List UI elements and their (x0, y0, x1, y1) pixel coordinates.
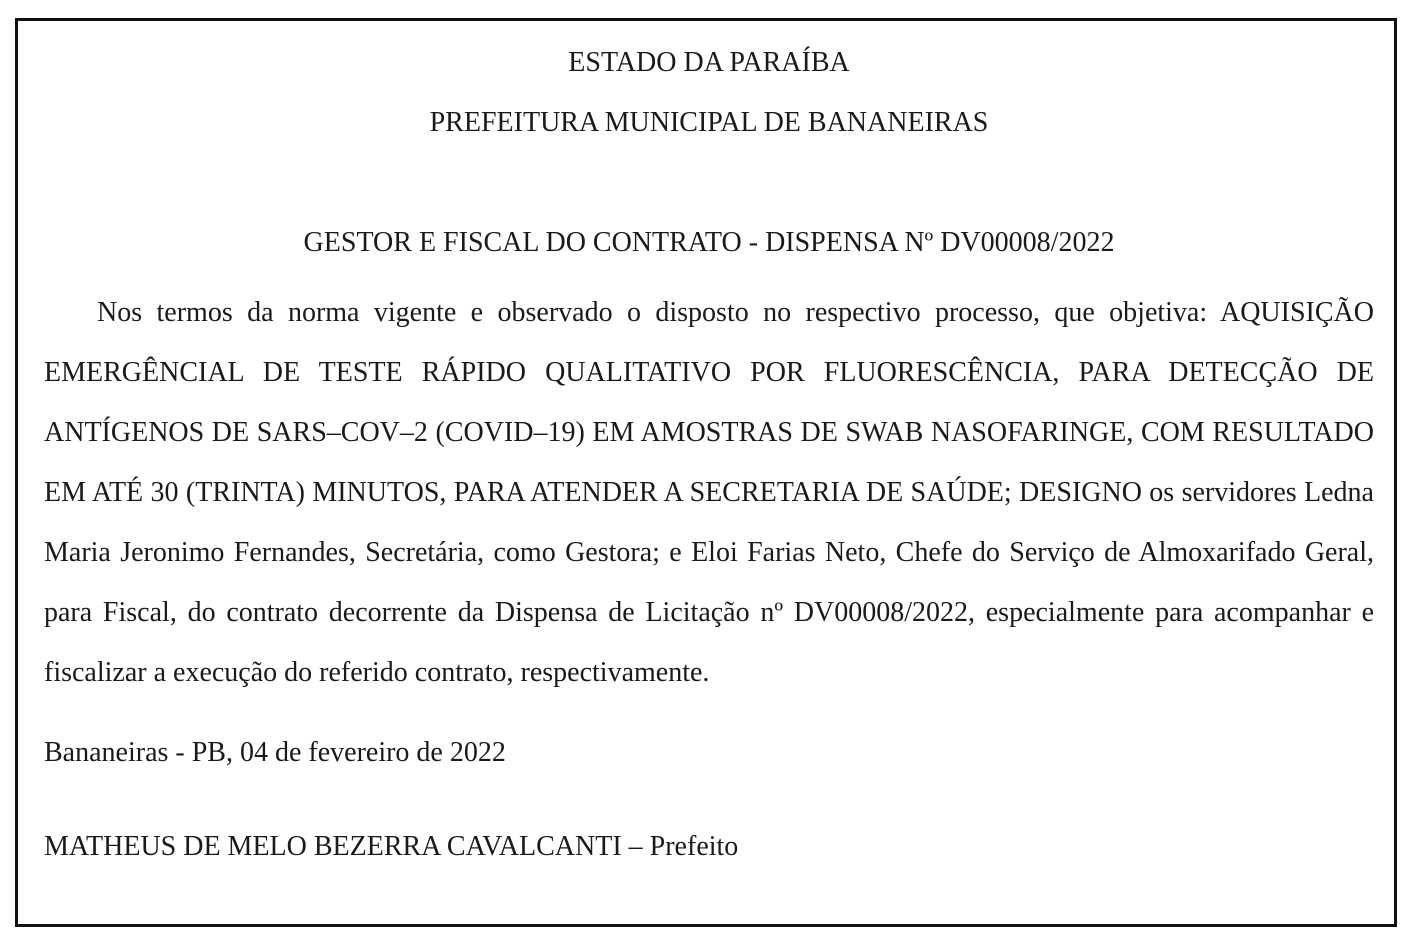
document-title: GESTOR E FISCAL DO CONTRATO - DISPENSA Nº DV00008/2022 (303, 227, 1115, 258)
place-date: Bananeiras - PB, 04 de fevereiro de 2022 (44, 737, 506, 768)
state-heading: ESTADO DA PARAÍBA (568, 47, 850, 78)
municipality-heading: PREFEITURA MUNICIPAL DE BANANEIRAS (429, 107, 989, 138)
signature-line: MATHEUS DE MELO BEZERRA CAVALCANTI – Prefeito (44, 831, 739, 862)
document-body: Nos termos da norma vigente e observado o disposto no respectivo processo, que objetiva: AQUISIÇÃO EMERGÊNCIAL DE TESTE RÁPIDO QUALITATIVO POR FLUORESCÊNCIA, PARA DETECÇÃO DE ANTÍGENOS DE SARS–COV–2 (COVID–19) EM AMOSTRAS DE SWAB NASOFARINGE, COM RESULTADO EM ATÉ 30 (TRINTA) MINUTOS, PARA ATENDER A SECRETARIA DE SAÚDE; DESIGNO os servidores Ledna Maria Jeronimo Fernandes, Secretária, como Gestora; e Eloi Farias Neto, Chefe do Serviço de Almoxarifado Geral, para Fiscal, do contrato decorrente da Dispensa de Licitação nº DV00008/2022, especialmente para acompanhar e fiscalizar a execução do referido contrato, respectivamente. (44, 297, 1374, 688)
